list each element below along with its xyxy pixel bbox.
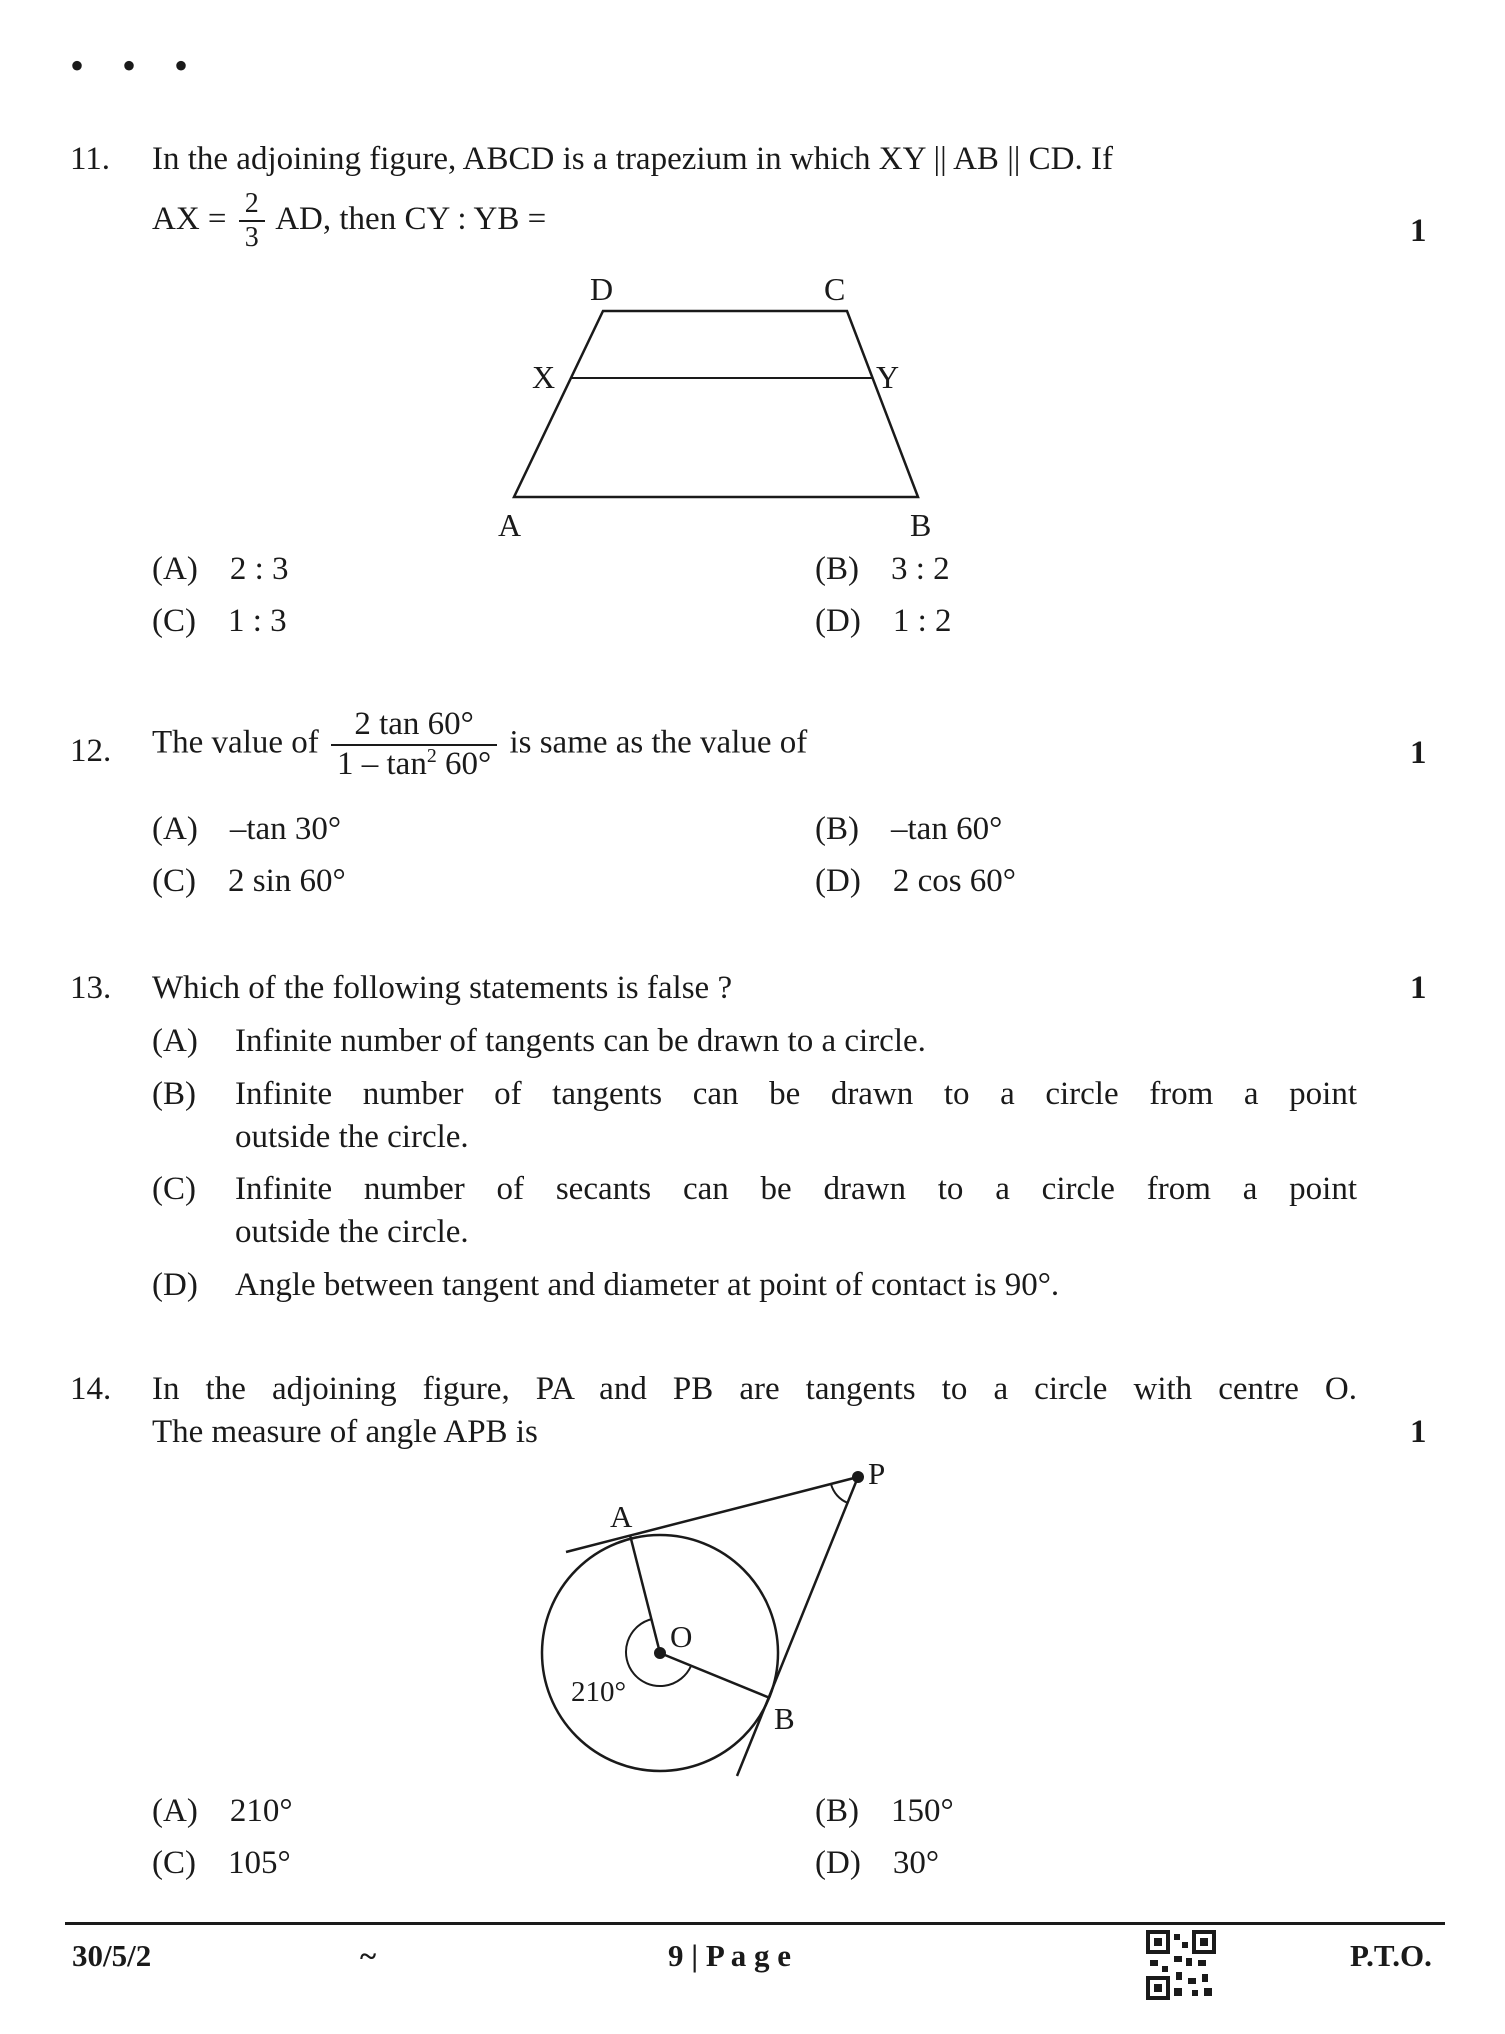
radius-oa: [630, 1535, 660, 1653]
q13-option-b-line2: outside the circle.: [235, 1119, 469, 1155]
q12-marks: 1: [1410, 735, 1427, 771]
q12-frac-num: 2 tan 60°: [331, 706, 497, 746]
q13-option-c-label[interactable]: (C): [152, 1171, 196, 1207]
q14-line1: In the adjoining figure, PA and PB are tangents to a circle with centre O.: [152, 1371, 1357, 1407]
footer-tilde: ~: [360, 1938, 377, 1973]
q11-line2-rest: AD, then CY : YB =: [275, 200, 547, 237]
label-O: O: [670, 1619, 693, 1654]
radius-ob: [660, 1653, 770, 1698]
q12-option-b[interactable]: (B) –tan 60°: [815, 811, 1003, 847]
q14-line2: The measure of angle APB is: [152, 1414, 538, 1450]
header-dots: • • •: [70, 43, 203, 88]
q13-option-b-label[interactable]: (B): [152, 1076, 196, 1112]
q11-frac-den: 3: [244, 222, 259, 254]
q13-option-c-line2: outside the circle.: [235, 1214, 469, 1250]
footer-code: 30/5/2: [72, 1938, 152, 1973]
footer-page-number: 9 | P a g e: [668, 1938, 792, 1973]
label-210: 210°: [571, 1676, 627, 1708]
label-D: D: [590, 271, 614, 307]
q11-line1: In the adjoining figure, ABCD is a trapezium in which XY || AB || CD. If: [152, 141, 1113, 177]
tangent-pb: [737, 1477, 858, 1776]
label-P: P: [868, 1456, 886, 1491]
label-A: A: [610, 1499, 633, 1534]
q14-option-c[interactable]: (C) 105°: [152, 1845, 291, 1881]
qr-code-icon: [1146, 1930, 1216, 2000]
q14-option-d[interactable]: (D) 30°: [815, 1845, 940, 1881]
q11-frac-num: 2: [239, 188, 265, 222]
q12-frac-den: $1 - \tan^2 60^\circ$: [337, 744, 492, 782]
label-C: C: [824, 271, 846, 307]
label-Y: Y: [876, 359, 900, 395]
footer-pto: P.T.O.: [1350, 1938, 1432, 1973]
label-B: B: [910, 507, 932, 543]
q13-option-c-line1: Infinite number of secants can be drawn to a circle from a point: [235, 1171, 1357, 1207]
q12-option-d[interactable]: (D) 2 cos 60°: [815, 863, 1016, 899]
q13-option-a-label[interactable]: (A): [152, 1023, 198, 1059]
q11-marks: 1: [1410, 213, 1427, 249]
q11-option-d[interactable]: (D) 1 : 2: [815, 603, 952, 639]
q14-option-a[interactable]: (A) 210°: [152, 1793, 293, 1829]
q11-option-b[interactable]: (B) 3 : 2: [815, 551, 950, 587]
point-o: [654, 1647, 666, 1659]
q11-number: 11.: [70, 141, 111, 177]
q11-option-a[interactable]: (A) 2 : 3: [152, 551, 289, 587]
q14-number: 14.: [70, 1371, 112, 1407]
q13-option-b-line1: Infinite number of tangents can be drawn to a circle from a point: [235, 1076, 1357, 1112]
q12-option-a[interactable]: (A) –tan 30°: [152, 811, 342, 847]
q13-marks: 1: [1410, 970, 1427, 1006]
q12-suffix: is same as the value of: [509, 724, 808, 761]
q12-prefix: The value of: [152, 724, 319, 761]
footer-rule: [65, 1922, 1445, 1925]
q13-question: Which of the following statements is false ?: [152, 970, 733, 1006]
q13-option-d-text: Angle between tangent and diameter at point of contact is 90°.: [235, 1267, 1060, 1303]
q11-option-c[interactable]: (C) 1 : 3: [152, 603, 287, 639]
q13-option-a-text: Infinite number of tangents can be drawn to a circle.: [235, 1023, 926, 1059]
label-A: A: [498, 507, 522, 543]
q11-ax: AX =: [152, 200, 227, 237]
q12-number: 12.: [70, 733, 112, 769]
angle-p-arc: [831, 1484, 848, 1503]
q13-number: 13.: [70, 970, 112, 1006]
q14-option-b[interactable]: (B) 150°: [815, 1793, 954, 1829]
q13-option-d-label[interactable]: (D): [152, 1267, 198, 1303]
q12-option-c[interactable]: (C) 2 sin 60°: [152, 863, 346, 899]
label-B: B: [774, 1701, 795, 1736]
point-p: [852, 1471, 864, 1483]
q14-marks: 1: [1410, 1414, 1427, 1450]
label-X: X: [532, 359, 556, 395]
